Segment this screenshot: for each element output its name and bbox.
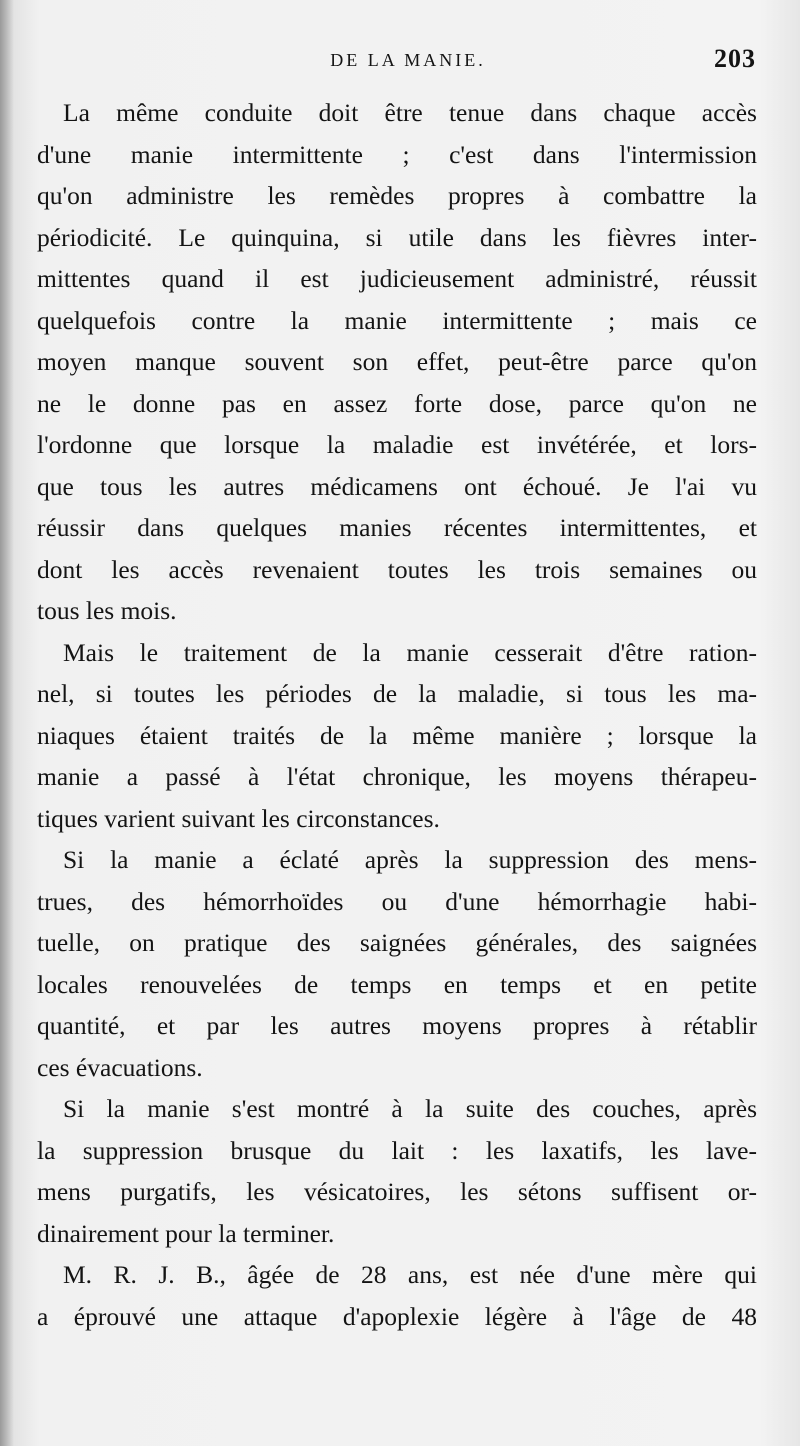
page-header bbox=[60, 44, 756, 80]
text-line: a éprouvé une attaque d'apoplexie légère à l'âge de 48 bbox=[37, 1301, 757, 1331]
text-line: M. R. J. B., âgée de 28 ans, est née d'une mère qui bbox=[63, 1260, 757, 1289]
text-line: ces évacuations. bbox=[37, 1052, 203, 1082]
page-gutter-shadow bbox=[0, 0, 14, 1446]
text-line: Si la manie a éclaté après la suppression des mens- bbox=[63, 845, 757, 874]
text-line: tous les mois. bbox=[37, 596, 177, 625]
text-line: dinairement pour la terminer. bbox=[37, 1218, 335, 1248]
text-line: tuelle, on pratique des saignées générales, des saignées bbox=[37, 928, 757, 957]
text-line: périodicité. Le quinquina, si utile dans les fièvres inter- bbox=[37, 222, 757, 252]
running-head: DE LA MANIE. bbox=[330, 50, 486, 70]
text-line: nel, si toutes les périodes de la maladie, si tous les ma- bbox=[37, 679, 757, 708]
text-line: la suppression brusque du lait : les laxatifs, les lave- bbox=[37, 1135, 757, 1165]
text-line: réussir dans quelques manies récentes intermittentes, et bbox=[37, 513, 757, 542]
paragraph-1 bbox=[37, 92, 757, 632]
paragraph-2 bbox=[37, 632, 757, 840]
text-line: l'ordonne que lorsque la maladie est invétérée, et lors- bbox=[37, 430, 757, 459]
text-line: manie a passé à l'état chronique, les moyens thérapeu- bbox=[37, 762, 757, 791]
text-line: qu'on administre les remèdes propres à combattre la bbox=[37, 181, 757, 210]
text-line: d'une manie intermittente ; c'est dans l'intermission bbox=[37, 139, 757, 169]
paragraph-4 bbox=[37, 1088, 757, 1254]
text-line: mens purgatifs, les vésicatoires, les sétons suffisent or- bbox=[37, 1177, 757, 1206]
body-text bbox=[37, 92, 757, 1337]
text-line: tiques varient suivant les circonstances. bbox=[37, 803, 440, 833]
text-line: dont les accès revenaient toutes les trois semaines ou bbox=[37, 554, 757, 584]
text-line: niaques étaient traités de la même manière ; lorsque la bbox=[37, 720, 757, 750]
text-line: quelquefois contre la manie intermittente ; mais ce bbox=[37, 305, 757, 335]
text-line: moyen manque souvent son effet, peut-être parce qu'on bbox=[37, 347, 757, 376]
text-line: ne le donne pas en assez forte dose, parce qu'on ne bbox=[37, 388, 757, 418]
text-line: La même conduite doit être tenue dans chaque accès bbox=[63, 98, 757, 127]
text-line: mittentes quand il est judicieusement administré, réussit bbox=[37, 264, 757, 293]
paragraph-3 bbox=[37, 839, 757, 1088]
text-line: Mais le traitement de la manie cesserait d'être ration- bbox=[63, 637, 757, 667]
text-line: trues, des hémorrhoïdes ou d'une hémorrhagie habi- bbox=[37, 886, 757, 916]
page-number: 203 bbox=[714, 44, 756, 73]
text-line: Si la manie s'est montré à la suite des couches, après bbox=[63, 1094, 757, 1123]
text-line: que tous les autres médicamens ont échoué. Je l'ai vu bbox=[37, 471, 757, 501]
text-line: quantité, et par les autres moyens propres à rétablir bbox=[37, 1011, 757, 1040]
paragraph-5 bbox=[37, 1254, 757, 1337]
text-line: locales renouvelées de temps en temps et en petite bbox=[37, 969, 757, 999]
